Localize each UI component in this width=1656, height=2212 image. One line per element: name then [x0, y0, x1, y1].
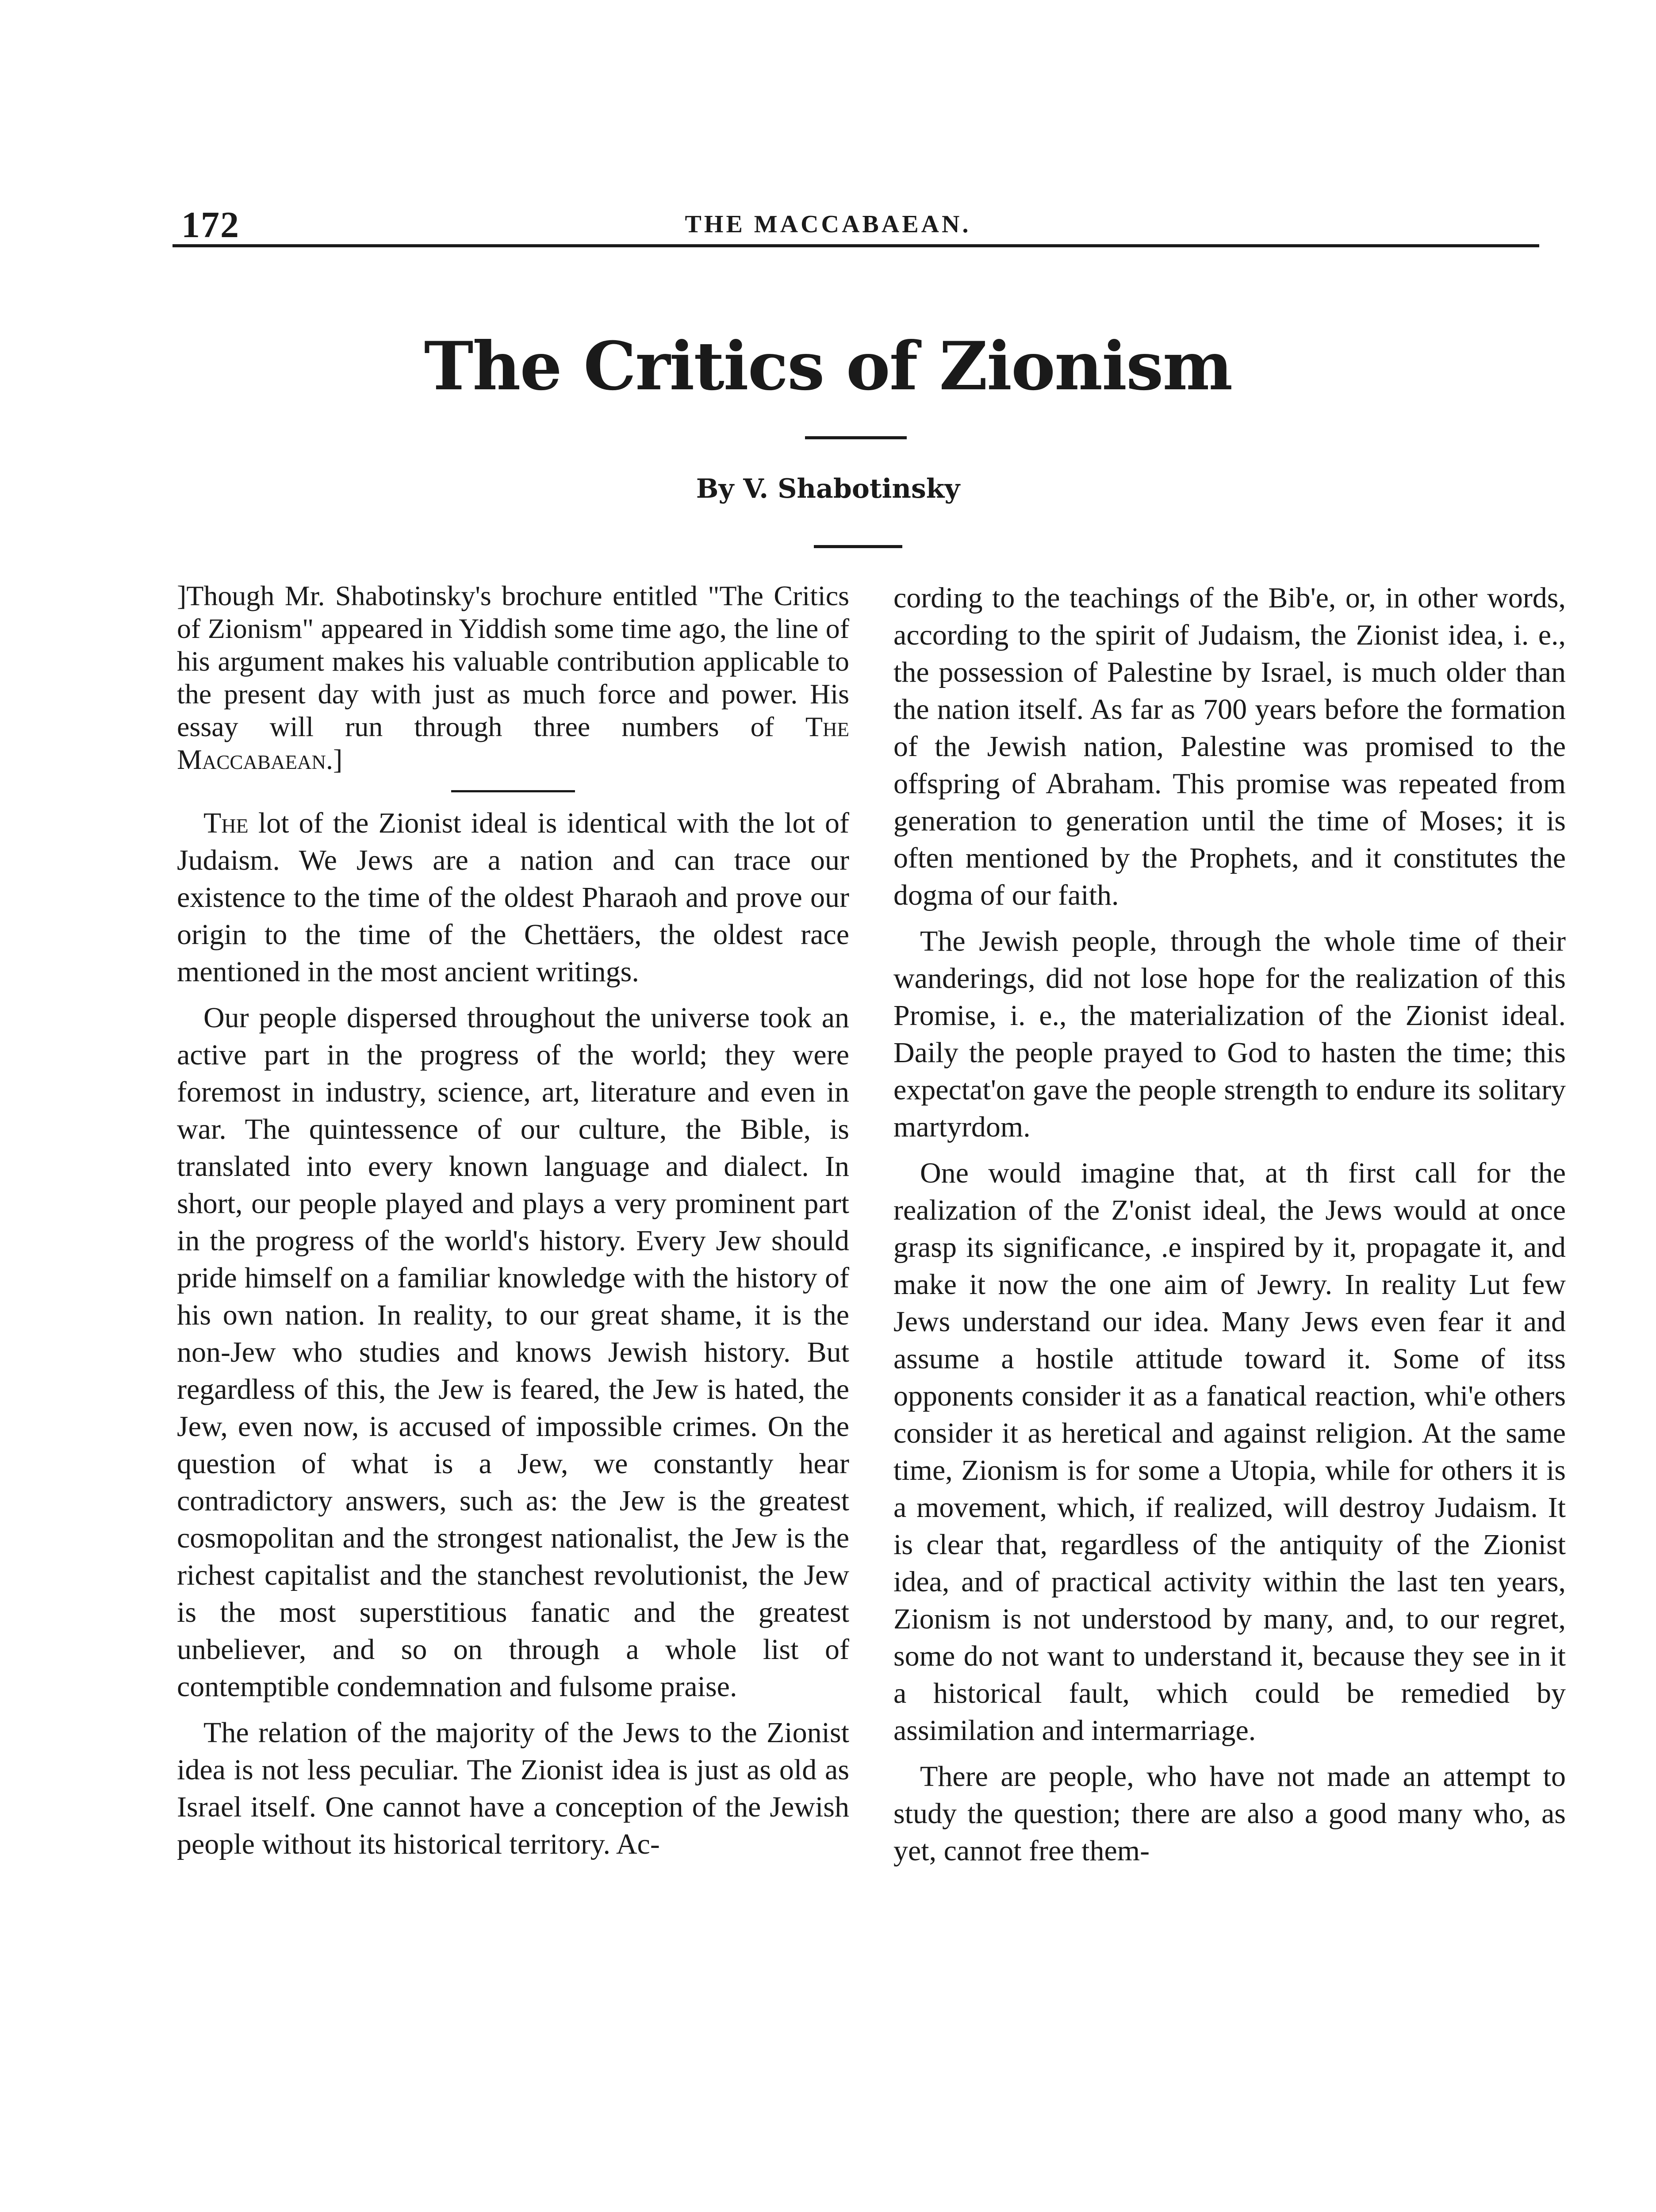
- page-number: 172: [181, 204, 240, 246]
- lead-word: The: [203, 807, 249, 839]
- left-column: [177, 580, 849, 1872]
- title-divider: [805, 436, 907, 439]
- editor-note-text: ]Though Mr. Shabotinsky's brochure entitled "The Critics of Zionism" appeared in Yiddish some time ago, the line of his argument makes his valuable contribution applicable to the present day with just as much force and power. His essay will run through three numbers of: [177, 580, 849, 742]
- note-divider: [451, 790, 575, 792]
- editor-note: [177, 580, 849, 776]
- paragraph: [177, 805, 849, 991]
- right-column: [893, 580, 1566, 1878]
- header-rule: [172, 244, 1539, 247]
- article-title: The Critics of Zionism: [424, 327, 1232, 405]
- paragraph: Our people dispersed throughout the universe took an active part in the progress of the world; they were foremost in industry, science, art, literature and even in war. The quintessence of our culture, the Bible, is translated into every known language and dialect. In short, our people played and plays a very prominent part in the progress of the world's history. Every Jew should pride himself on a familiar knowledge with the history of his own nation. In reality, to our great shame, it is the non-Jew who studies and knows Jewish history. But regardless of this, the Jew is feared, the Jew is hated, the Jew, even now, is accused of impossible crimes. On the question of what is a Jew, we constantly hear contradictory answers, such as: the Jew is the greatest cosmopolitan and the strongest nationalist, the Jew is the richest capitalist and the stanchest revolutionist, the Jew is the most superstitious fanatic and the greatest unbeliever, and so on through a whole list of contemptible condemnation and fulsome praise.: [177, 1002, 849, 1703]
- paragraph: One would imagine that, at th first call for the realization of the Z'onist ideal, the Jews would at once grasp its significance, .e inspired by it, propagate it, and make it now the one aim of Jewry. In reality Lut few Jews understand our idea. Many Jews even fear it and assume a hostile attitude toward it. Some of itss opponents consider it as a fanatical reaction, whi'e others consider it as heretical and against religion. At the same time, Zionism is for some a Utopia, while for others it is a movement, which, if realized, will destroy Judaism. It is clear that, regardless of the antiquity of the Zionist idea, and of practical activity within the last ten years, Zionism is not understood by many, and, to our regret, some do not want to understand it, because they see in it a historical fault, which could be remedied by assimilation and intermarriage.: [893, 1157, 1566, 1747]
- running-title: THE MACCABAEAN.: [685, 211, 971, 238]
- article-byline: By V. Shabotinsky: [696, 473, 960, 504]
- paragraph: cording to the teachings of the Bib'e, or, in other words, according to the spirit of Judaism, the Zionist idea, i. e., the possession of Palestine by Israel, is much older than the nation itself. As far as 700 years before the formation of the Jewish nation, Palestine was promised to the offspring of Abraham. This promise was repeated from generation to generation until the time of Moses; it is often mentioned by the Prophets, and it constitutes the dogma of our faith.: [893, 582, 1566, 911]
- paragraph-text: lot of the Zionist ideal is identical with the lot of Judaism. We Jews are a nation and can trace our existence to the time of the oldest Pharaoh and prove our origin to the time of the Chettäers, the oldest race mentioned in the most ancient writings.: [177, 807, 849, 988]
- paragraph: The relation of the majority of the Jews to the Zionist idea is not less peculiar. The Zionist idea is just as old as Israel itself. One cannot have a conception of the Jewish people without its historical territory. Ac-: [177, 1717, 849, 1860]
- byline-divider: [814, 545, 902, 548]
- paragraph: There are people, who have not made an attempt to study the question; there are also a good many who, as yet, cannot free them-: [893, 1760, 1566, 1867]
- journal-name: The Maccabaean: [177, 711, 850, 775]
- editor-note-end: .]: [326, 744, 343, 775]
- paragraph: The Jewish people, through the whole time of their wanderings, did not lose hope for the realization of this Promise, i. e., the materialization of the Zionist ideal. Daily the people prayed to God to hasten the time; this expectat'on gave the people strength to endure its solitary martyrdom.: [893, 925, 1566, 1143]
